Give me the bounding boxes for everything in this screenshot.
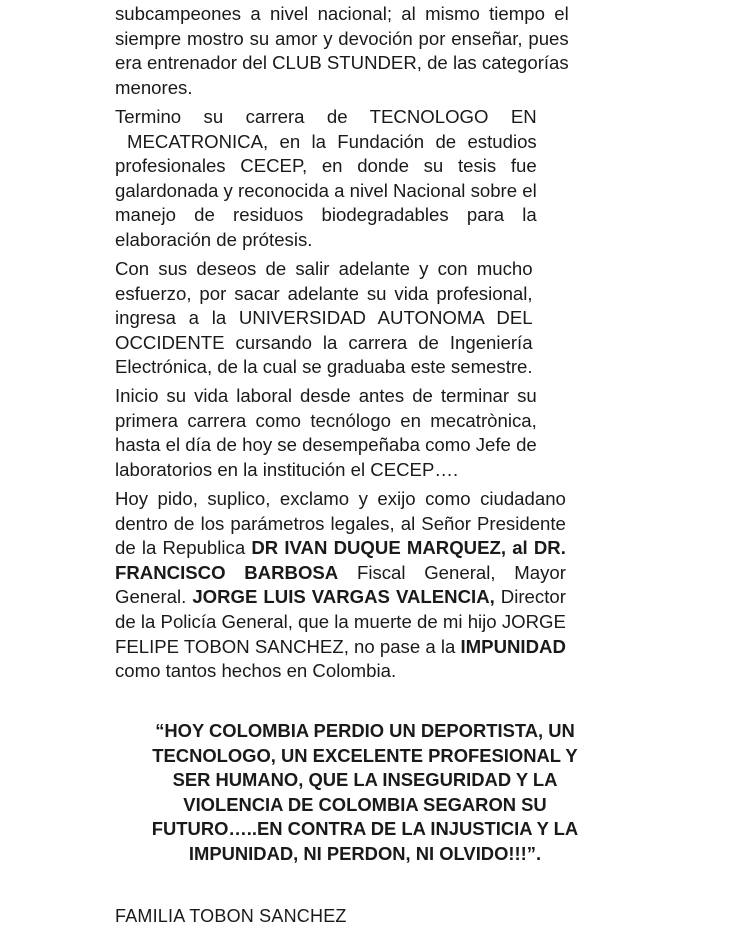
text-line: galardonada y reconocida a nivel Nacional sobre el	[115, 179, 537, 201]
quote-line: IMPUNIDAD, NI PERDON, NI OLVIDO!!!”.	[188, 842, 542, 864]
text-line: dentro de los parámetros legales, al Señor Presidente	[115, 512, 566, 534]
text-line: subcampeones a nivel nacional; al mismo tiempo el	[115, 3, 569, 24]
quote-line: FUTURO…..EN CONTRA DE LA INJUSTICIA Y LA	[151, 818, 579, 840]
quote-line: SER HUMANO, QUE LA INSEGURIDAD Y LA	[172, 769, 558, 791]
text-line: menores.	[115, 76, 193, 98]
paragraph-career	[115, 384, 537, 482]
text-line: manejo de residuos biodegradables para la	[115, 204, 537, 226]
paragraph-plea	[115, 487, 566, 684]
paragraph-education	[115, 105, 537, 253]
text-line	[115, 536, 566, 561]
text-line: OCCIDENTE cursando la carrera de Ingeniería	[115, 331, 533, 353]
text-line: esfuerzo, por sacar adelante su vida profesional,	[115, 282, 533, 304]
signature: FAMILIA TOBON SANCHEZ	[115, 906, 347, 926]
quote-line: “HOY COLOMBIA PERDIO UN DEPORTISTA, UN	[155, 720, 575, 741]
text-line: elaboración de prótesis.	[115, 228, 313, 250]
text-line: Hoy pido, suplico, exclamo y exijo como ciudadano	[115, 488, 566, 509]
text-segment: de la Republica	[115, 537, 252, 559]
text-segment: FELIPE TOBON SANCHEZ, no pase a la	[115, 635, 461, 657]
fiscal-name: FRANCISCO BARBOSA	[115, 561, 339, 583]
text-line: MECATRONICA, en la Fundación de estudios	[127, 130, 537, 152]
text-line: ingresa a la UNIVERSIDAD AUTONOMA DEL	[115, 307, 533, 329]
paragraph-university	[115, 257, 533, 380]
text-segment: Fiscal General, Mayor	[338, 561, 566, 583]
text-line: hasta el día de hoy se desempeñaba como Jefe de	[115, 434, 537, 456]
text-line: laboratorios en la institución el CECEP….	[115, 458, 459, 480]
closing-quote	[115, 719, 615, 867]
text-line: Termino su carrera de TECNOLOGO EN	[115, 106, 537, 127]
text-line: primera carrera como tecnólogo en mecatrònica,	[115, 409, 537, 431]
text-line: profesionales CECEP, en donde su tesis fue	[115, 155, 537, 177]
impunity-emphasis: IMPUNIDAD	[460, 635, 566, 657]
text-line	[115, 635, 566, 660]
text-line: como tantos hechos en Colombia.	[115, 660, 397, 682]
paragraph-achievements	[115, 2, 569, 100]
text-segment: General.	[115, 586, 193, 608]
text-line: Electrónica, de la cual se graduaba este semestre.	[115, 356, 533, 378]
text-line: era entrenador del CLUB STUNDER, de las categorías	[115, 52, 569, 74]
text-segment: Director	[494, 586, 566, 608]
text-line: siempre mostro su amor y devoción por enseñar, pues	[115, 27, 569, 49]
quote-line: VIOLENCIA DE COLOMBIA SEGARON SU	[183, 793, 547, 815]
text-line	[115, 561, 566, 586]
police-director-name: JORGE LUIS VARGAS VALENCIA,	[192, 586, 495, 608]
text-line: Inicio su vida laboral desde antes de terminar su	[115, 385, 537, 406]
text-line: de la Policía General, que la muerte de mi hijo JORGE	[115, 610, 566, 632]
text-segment-bold: , al DR.	[500, 537, 566, 559]
president-name: DR IVAN DUQUE MARQUEZ	[251, 537, 501, 559]
quote-line: TECNOLOGO, UN EXCELENTE PROFESIONAL Y	[152, 744, 578, 766]
text-line	[115, 585, 566, 610]
text-line: Con sus deseos de salir adelante y con mucho	[115, 258, 533, 279]
